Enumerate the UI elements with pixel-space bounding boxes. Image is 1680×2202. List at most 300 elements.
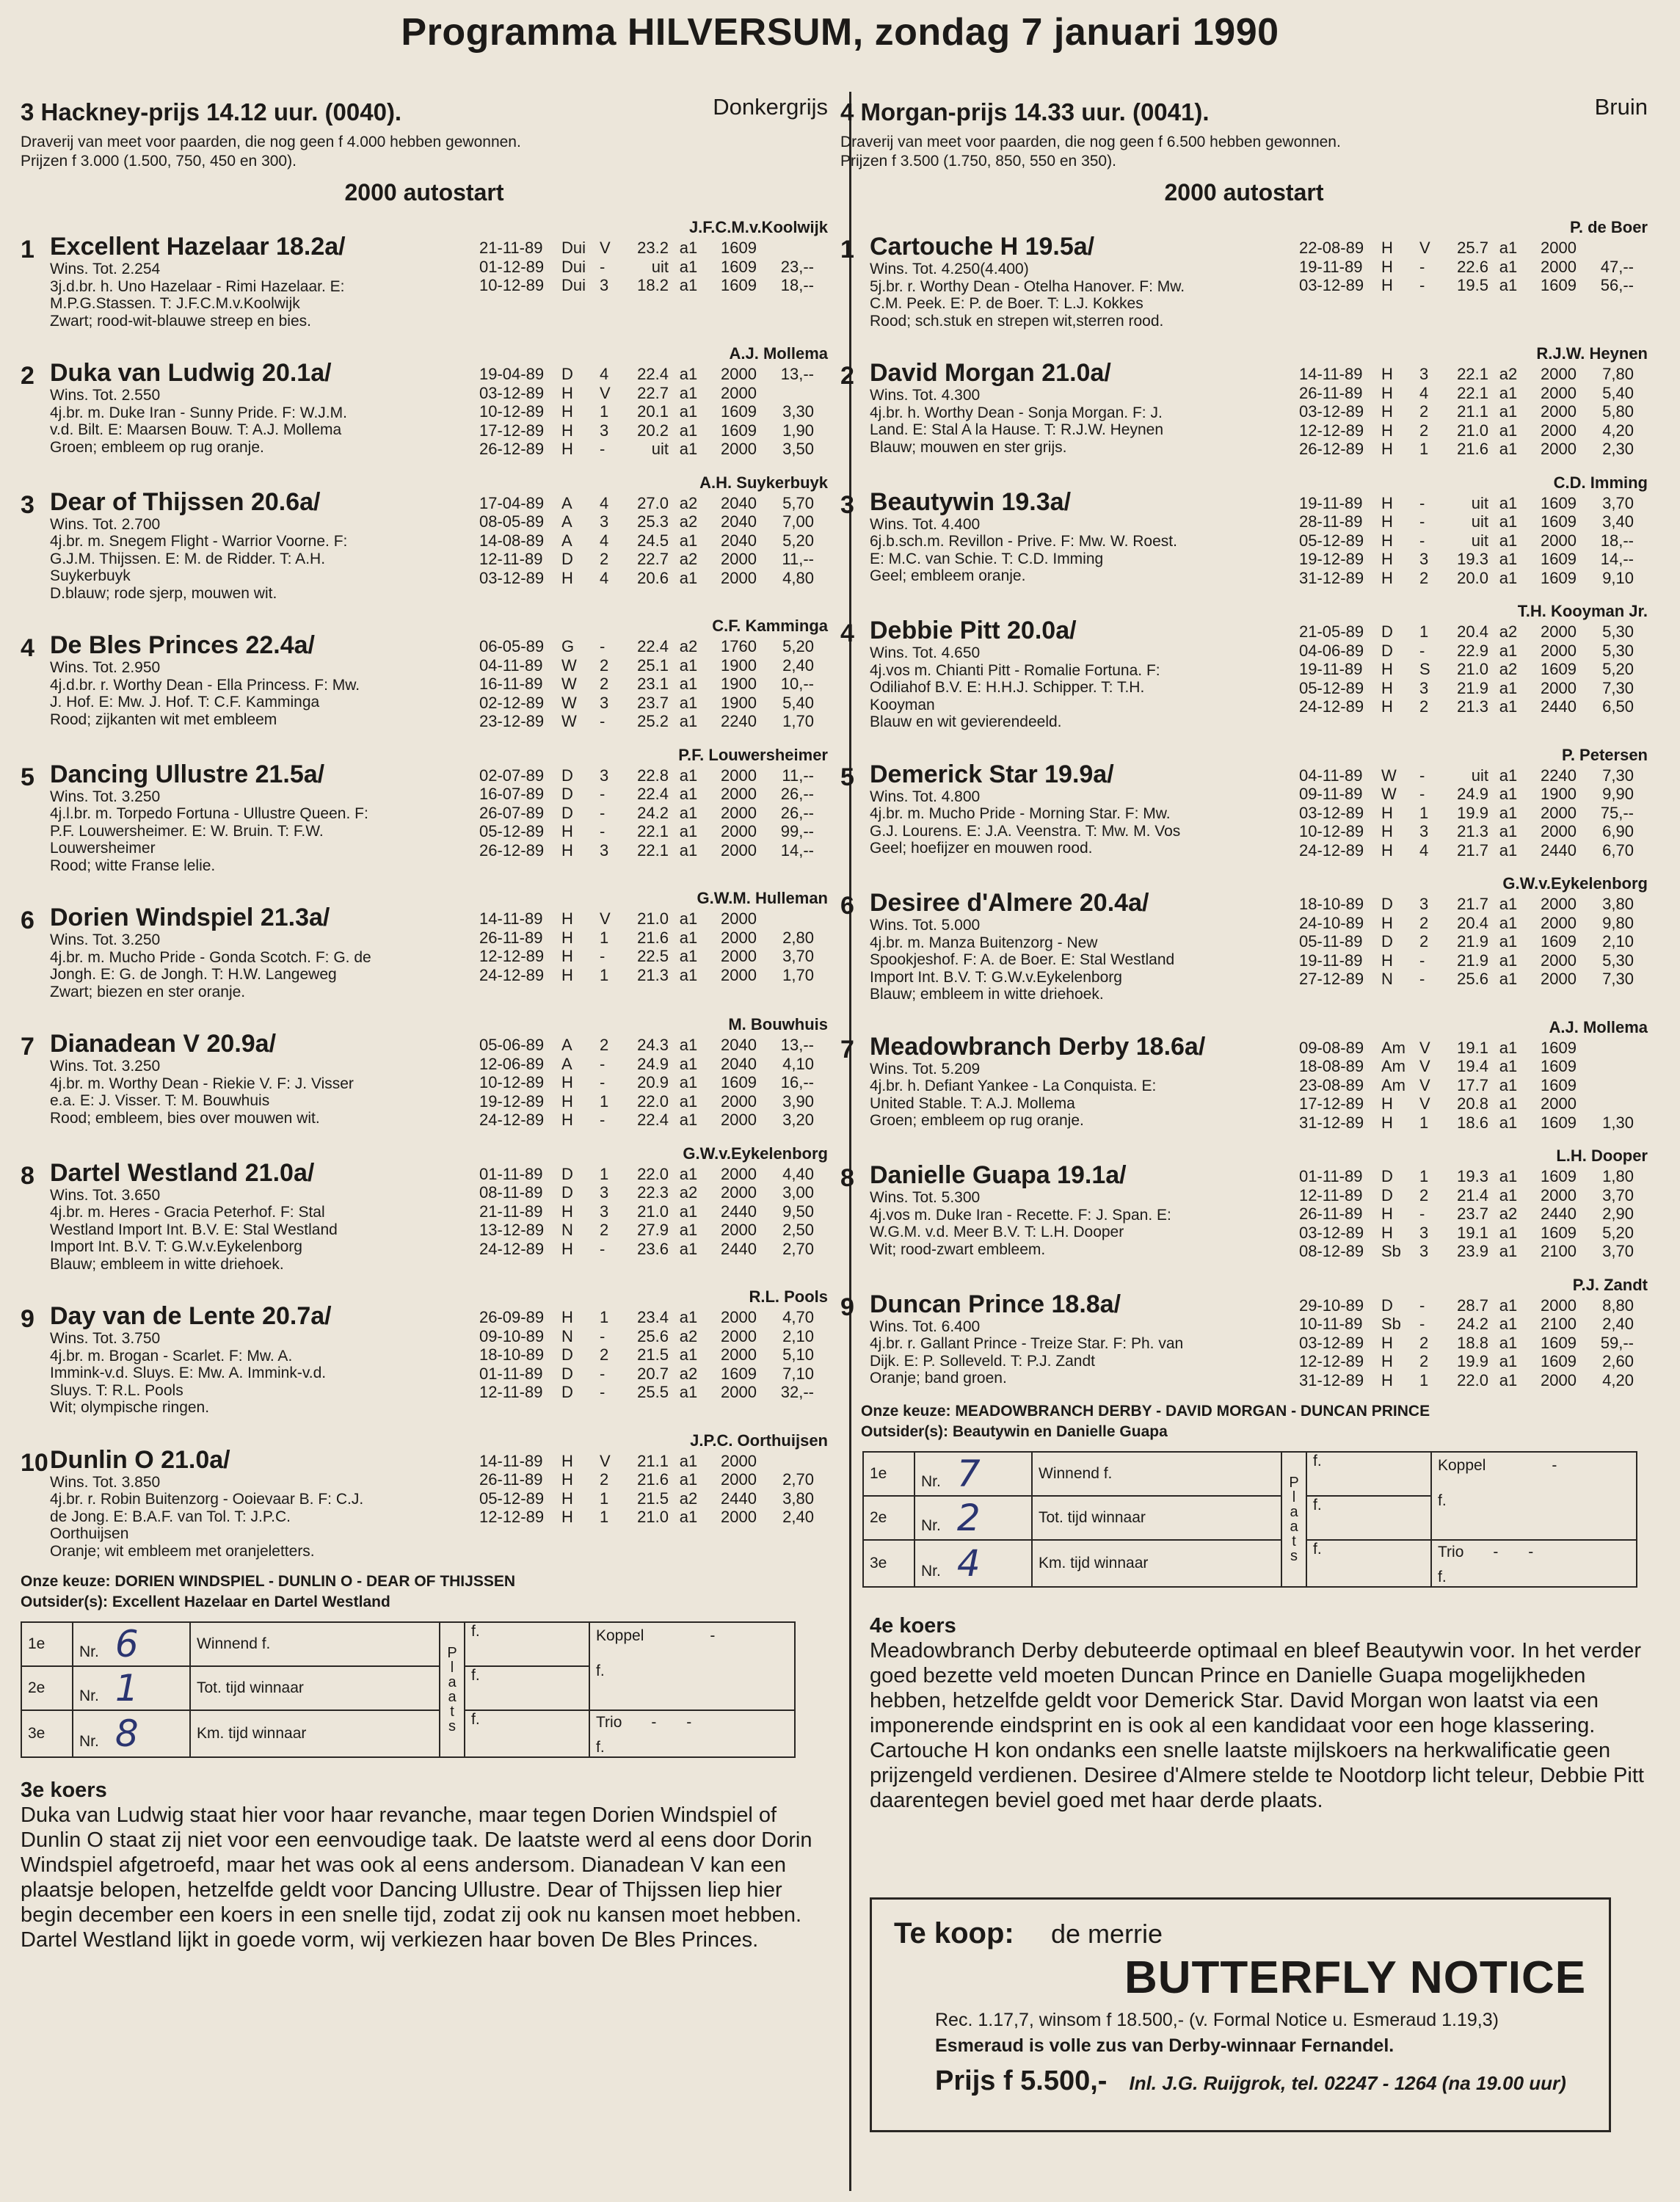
plaats-label <box>440 1622 465 1757</box>
horse-number: 2 <box>21 362 34 390</box>
perf-date: 21-05-89 <box>1299 622 1364 641</box>
race-format: 2000 autostart <box>1164 179 1324 206</box>
performance-row <box>479 929 828 948</box>
perf-time: 21.9 <box>1457 678 1488 697</box>
perf-dist: 1609 <box>1541 1113 1577 1132</box>
perf-pl: 1 <box>1419 1167 1429 1185</box>
performance-row <box>479 1092 828 1111</box>
perf-dist: 2040 <box>721 493 757 512</box>
perf-time: 22.7 <box>637 383 669 402</box>
perf-s: a1 <box>1499 678 1518 697</box>
perf-dist: 1609 <box>721 239 757 257</box>
trio-text: Trio <box>596 1714 622 1731</box>
perf-s: a1 <box>1499 1185 1518 1204</box>
results-row <box>863 1540 1637 1587</box>
trio-cell <box>589 1710 795 1757</box>
perf-prize: 1,80 <box>1602 1167 1634 1185</box>
performance-row <box>1299 1076 1648 1095</box>
horse-name: Excellent Hazelaar 18.2a/ <box>50 233 346 261</box>
perf-s: a1 <box>1499 568 1518 587</box>
performance-row <box>479 276 828 295</box>
performance-row <box>479 365 828 384</box>
perf-prize: 1,30 <box>1602 1113 1634 1132</box>
horse-detail-line: Geel; hoefijzer en mouwen rood. <box>870 840 1093 857</box>
horse-info <box>870 744 1299 860</box>
horse-number: 6 <box>21 906 34 934</box>
perf-dist: 1900 <box>721 693 757 712</box>
performance-row <box>479 1308 828 1327</box>
horse-number: 3 <box>21 490 34 519</box>
perf-prize: 3,40 <box>1602 512 1634 531</box>
perf-dist: 2000 <box>721 383 757 402</box>
horse-name: Danielle Guapa 19.1a/ <box>870 1161 1127 1189</box>
perf-dist: 2000 <box>1541 383 1577 402</box>
perf-pl: 2 <box>1419 402 1429 421</box>
perf-s: a1 <box>1499 1094 1518 1113</box>
perf-time: 20.0 <box>1457 568 1488 587</box>
horse-detail-line: United Stable. T: A.J. Mollema <box>870 1094 1075 1112</box>
horse-list <box>21 217 828 1560</box>
perf-pl: 2 <box>1419 1333 1429 1352</box>
horse-entry-body <box>840 343 1648 459</box>
horse-detail-line: Wins. Tot. 4.250(4.400) <box>870 261 1029 277</box>
perf-track: D <box>561 365 573 383</box>
perf-date: 14-11-89 <box>1299 365 1363 383</box>
perf-time: 22.8 <box>637 766 669 785</box>
horse-detail-line: 4j.vos m. Chianti Pitt - Romalie Fortuna. F: <box>870 661 1160 679</box>
horse-detail-line: Blauw en wit gevierendeeld. <box>870 713 1062 730</box>
horse-number: 9 <box>21 1305 34 1333</box>
perf-time: 19.1 <box>1457 1223 1488 1242</box>
perf-s: a1 <box>679 1451 698 1470</box>
performance-row <box>1299 1186 1648 1205</box>
perf-s: a1 <box>679 402 698 421</box>
perf-time: 25.7 <box>1457 239 1488 257</box>
perf-s: a1 <box>679 239 698 257</box>
perf-prize: 2,40 <box>782 1508 814 1526</box>
perf-prize: 5,40 <box>782 693 814 712</box>
perf-date: 28-11-89 <box>1299 512 1363 531</box>
perf-dist: 1609 <box>721 421 757 440</box>
perf-date: 05-11-89 <box>1299 932 1363 951</box>
koppel-cell <box>1431 1452 1637 1540</box>
perf-s: a1 <box>679 1073 698 1091</box>
performance-row <box>1299 1371 1648 1390</box>
horse-entry-body <box>21 217 828 330</box>
perf-track: Am <box>1381 1057 1406 1075</box>
horse-detail-line: Rood; zijkanten wit met embleem <box>50 711 277 728</box>
horse-detail-line: Wins. Tot. 4.650 <box>870 644 981 661</box>
perf-time: 22.1 <box>1457 365 1488 383</box>
perf-track: H <box>1381 550 1393 568</box>
result-position: 3e <box>863 1540 914 1587</box>
perf-time: 20.7 <box>637 1364 669 1383</box>
horse-entry-body <box>21 744 828 875</box>
handwritten-number: 1 <box>114 1667 139 1709</box>
perf-date: 04-11-89 <box>1299 766 1363 785</box>
perf-pl: V <box>1419 1038 1430 1057</box>
perf-prize: 1,70 <box>782 712 814 730</box>
perf-date: 09-11-89 <box>1299 785 1363 803</box>
perf-pl: - <box>1419 1204 1425 1223</box>
perf-track: W <box>561 675 577 693</box>
perf-s: a1 <box>1499 1315 1518 1333</box>
perf-pl: 1 <box>1419 1370 1429 1389</box>
perf-track: H <box>561 965 573 984</box>
perf-time: uit <box>651 440 669 458</box>
performance-row <box>1299 660 1648 679</box>
perf-pl: - <box>600 712 606 730</box>
perf-prize: 11,-- <box>782 766 814 785</box>
perf-pl: 2 <box>600 1345 609 1364</box>
perf-date: 19-11-89 <box>1299 951 1363 970</box>
page-title: Programma HILVERSUM, zondag 7 januari 1990 <box>401 11 1279 54</box>
perf-date: 10-12-89 <box>479 402 545 421</box>
perf-track: H <box>1381 383 1393 402</box>
perf-date: 17-12-89 <box>1299 1094 1364 1113</box>
horse-detail-line: Wins. Tot. 2.550 <box>50 387 161 404</box>
perf-track: D <box>561 766 573 785</box>
race-4-column <box>840 94 1648 1813</box>
perf-dist: 2000 <box>721 1326 757 1345</box>
horse-info <box>50 217 479 330</box>
for-sale-advertisement <box>870 1897 1611 2132</box>
performance-row <box>1299 1204 1648 1224</box>
result-amount: f. <box>465 1666 589 1710</box>
perf-pl: - <box>1419 785 1425 803</box>
perf-s: a2 <box>679 637 698 655</box>
perf-s: a1 <box>679 276 698 294</box>
horse-number: 7 <box>21 1033 34 1061</box>
perf-time: 21.0 <box>637 909 669 928</box>
handwritten-number: 8 <box>114 1712 139 1755</box>
perf-s: a1 <box>1499 440 1518 458</box>
perf-track: Am <box>1381 1075 1406 1094</box>
results-table-holder <box>21 1621 828 1758</box>
perf-time: uit <box>1471 531 1488 550</box>
perf-pl: 3 <box>600 1202 609 1221</box>
perf-time: 22.0 <box>637 1091 669 1111</box>
perf-time: 22.9 <box>1457 641 1488 660</box>
performance-row <box>479 1111 828 1130</box>
perf-track: H <box>561 1073 573 1091</box>
koppel-label <box>596 1627 788 1645</box>
horse-detail-line: Import Int. B.V. T: G.W.v.Eykelenborg <box>870 968 1122 986</box>
perf-s: a1 <box>1499 1223 1518 1242</box>
result-number-cell <box>73 1622 190 1666</box>
performance-row <box>479 1202 828 1221</box>
perf-time: 20.6 <box>637 568 669 587</box>
perf-date: 27-12-89 <box>1299 970 1364 988</box>
horse-entry <box>21 744 828 875</box>
performance-row <box>479 531 828 550</box>
horse-performances <box>1299 1017 1648 1133</box>
horse-performances <box>479 744 828 875</box>
horse-detail-line: Odiliahof B.V. E: H.H.J. Schipper. T: T.H. <box>870 679 1145 696</box>
perf-track: Sb <box>1381 1242 1401 1260</box>
horse-driver: P.J. Zandt <box>1572 1275 1648 1294</box>
horse-driver: P.F. Louwersheimer <box>678 745 828 764</box>
perf-pl: S <box>1419 660 1430 678</box>
performance-row <box>479 1055 828 1074</box>
perf-date: 05-12-89 <box>479 822 545 840</box>
perf-s: a2 <box>679 1364 698 1383</box>
perf-date: 12-12-89 <box>1299 421 1364 440</box>
perf-pl: V <box>1419 1094 1430 1113</box>
perf-date: 10-12-89 <box>479 276 545 294</box>
performance-row <box>479 384 828 403</box>
perf-s: a1 <box>679 1470 698 1489</box>
performance-row <box>1299 1113 1648 1133</box>
performance-row <box>479 1365 828 1384</box>
perf-time: 25.6 <box>637 1326 669 1345</box>
perf-date: 22-08-89 <box>1299 239 1364 257</box>
perf-prize: 47,-- <box>1600 257 1634 276</box>
performance-row <box>479 421 828 440</box>
perf-track: Sb <box>1381 1315 1401 1333</box>
ad-label: Te koop: <box>894 1917 1014 1950</box>
perf-prize: 1,90 <box>782 421 814 440</box>
perf-date: 24-12-89 <box>1299 697 1364 716</box>
performance-row <box>479 1327 828 1346</box>
horse-performances <box>1299 343 1648 459</box>
perf-prize: 2,10 <box>1602 932 1634 951</box>
perf-dist: 2000 <box>1541 678 1577 697</box>
perf-time: 25.5 <box>637 1383 669 1401</box>
horse-name: Debbie Pitt 20.0a/ <box>870 617 1077 644</box>
horse-name: Day van de Lente 20.7a/ <box>50 1302 332 1330</box>
results-row <box>21 1622 795 1666</box>
result-amount: f. <box>1306 1540 1431 1587</box>
perf-track: W <box>561 712 577 730</box>
perf-date: 03-12-89 <box>1299 803 1364 822</box>
perf-pl: V <box>600 909 611 928</box>
horse-entry-body <box>840 600 1648 731</box>
perf-s: a1 <box>1499 803 1518 822</box>
perf-dist: 2000 <box>721 1383 757 1401</box>
performance-row <box>1299 697 1648 716</box>
horse-driver: A.H. Suykerbuyk <box>699 473 828 492</box>
perf-date: 03-12-89 <box>1299 402 1364 421</box>
perf-date: 04-11-89 <box>479 655 543 675</box>
perf-s: a1 <box>1499 239 1518 257</box>
horse-driver: P. de Boer <box>1570 218 1648 236</box>
perf-date: 18-10-89 <box>1299 895 1364 913</box>
perf-prize: 6,50 <box>1602 697 1634 716</box>
perf-prize: 2,30 <box>1602 440 1634 458</box>
horse-info <box>50 472 479 603</box>
horse-performances <box>479 343 828 459</box>
horse-detail-line: Wins. Tot. 3.850 <box>50 1473 161 1491</box>
perf-dist: 2000 <box>721 965 757 984</box>
commentary-text: Meadowbranch Derby debuteerde optimaal en bleef Beautywin voor. In het verder goed bezette veld moeten Duncan Prince en Danielle Guapa mogelijkheden hebben, hetzelfde geldt voor Demerick Star. David Morgan won laatst via een imponerende eindsprint en is ook al een kandidaat voor een hoge klassering. Cartouche H kon ondanks een snelle laatste mijlskoers na herkwalificatie geen prijzengeld verdienen. Desiree d'Almere stelde te Nootdorp licht teleur, Debbie Pitt daarentegen beviel goed met haar derde plaats. <box>870 1639 1644 1812</box>
perf-dist: 2000 <box>1541 803 1577 822</box>
horse-detail-line: Blauw; embleem in witte driehoek. <box>50 1255 284 1273</box>
perf-prize: 2,40 <box>1602 1315 1634 1333</box>
perf-track: H <box>1381 440 1393 458</box>
perf-track: D <box>1381 1167 1393 1185</box>
result-position: 1e <box>21 1622 73 1666</box>
horse-detail-line: Land. E: Stal A la Hause. T: R.J.W. Heynen <box>870 421 1163 438</box>
perf-prize <box>1577 1094 1634 1113</box>
performance-row <box>1299 1057 1648 1076</box>
perf-track: H <box>1381 276 1393 294</box>
horse-entry-body <box>840 1274 1648 1390</box>
perf-prize: 26,-- <box>780 785 814 803</box>
horse-entry <box>21 1286 828 1417</box>
perf-track: H <box>1381 803 1393 822</box>
perf-track: H <box>561 840 573 860</box>
performance-row <box>1299 569 1648 588</box>
perf-time: 21.3 <box>1457 822 1488 840</box>
performance-row <box>479 637 828 656</box>
perf-track: D <box>1381 932 1393 951</box>
perf-dist: 2000 <box>1541 440 1577 458</box>
performance-row <box>479 1165 828 1184</box>
horse-name: Dear of Thijssen 20.6a/ <box>50 487 321 516</box>
result-amount: f. <box>1306 1452 1431 1496</box>
perf-date: 24-12-89 <box>479 1239 545 1258</box>
result-number-cell <box>914 1452 1032 1496</box>
result-description: Tot. tijd winnaar <box>1032 1496 1281 1540</box>
horse-detail-line: 4j.br. m. Mucho Pride - Gonda Scotch. F: G. de <box>50 948 371 966</box>
horse-info <box>50 1014 479 1130</box>
perf-track: D <box>561 785 573 803</box>
perf-track: H <box>1381 568 1393 587</box>
performance-row <box>1299 1296 1648 1315</box>
performance-row <box>1299 512 1648 531</box>
ad-record-line: Rec. 1.17,7, winsom f 18.500,- (v. Formal Notice u. Esmeraud 1.19,3) <box>935 2010 1499 2030</box>
performance-row <box>479 239 828 258</box>
koppel-cell <box>589 1622 795 1710</box>
horse-info <box>870 1274 1299 1390</box>
handwritten-number: 7 <box>956 1453 981 1495</box>
perf-date: 24-12-89 <box>479 965 545 984</box>
perf-date: 26-11-89 <box>479 1470 543 1489</box>
horse-detail-line: Kooyman <box>870 696 935 713</box>
perf-track: Dui <box>561 276 586 294</box>
perf-pl: 2 <box>1419 913 1429 932</box>
perf-dist: 2440 <box>721 1202 757 1221</box>
performance-row <box>1299 384 1648 403</box>
perf-dist: 2000 <box>1541 1185 1577 1204</box>
perf-date: 06-05-89 <box>479 637 545 655</box>
perf-pl: 3 <box>1419 550 1429 568</box>
horse-number: 5 <box>840 763 854 791</box>
perf-time: 18.8 <box>1457 1333 1488 1352</box>
performance-row <box>479 1221 828 1240</box>
perf-pl: 2 <box>600 655 609 675</box>
perf-track: H <box>561 1451 573 1470</box>
perf-prize: 2,80 <box>782 928 814 947</box>
horse-detail-line: Wins. Tot. 5.300 <box>870 1189 981 1206</box>
horse-driver: G.W.M. Hulleman <box>697 889 828 907</box>
horse-driver: G.W.v.Eykelenborg <box>1502 874 1648 893</box>
horse-number: 4 <box>21 634 34 662</box>
horse-detail-line: Suykerbuyk <box>50 567 131 584</box>
perf-s: a1 <box>679 421 698 440</box>
perf-pl: 1 <box>600 965 609 984</box>
perf-prize <box>1577 239 1634 258</box>
perf-date: 26-11-89 <box>479 928 543 947</box>
perf-pl: V <box>1419 1075 1430 1094</box>
horse-detail-line: Wins. Tot. 5.209 <box>870 1060 981 1078</box>
performance-row <box>1299 1094 1648 1113</box>
horse-entry <box>840 472 1648 588</box>
horse-detail-line: Groen; embleem op rug oranje. <box>870 1112 1084 1129</box>
perf-s: a2 <box>1499 660 1518 678</box>
ad-price: Prijs f 5.500,- <box>935 2065 1108 2096</box>
perf-time: 20.2 <box>637 421 669 440</box>
perf-s: a1 <box>679 712 698 730</box>
perf-time: 19.9 <box>1457 803 1488 822</box>
perf-date: 12-06-89 <box>479 1054 545 1073</box>
perf-pl: - <box>1419 257 1425 276</box>
perf-dist: 1609 <box>1541 1038 1577 1057</box>
perf-dist: 2100 <box>1541 1315 1577 1333</box>
horse-detail-line: Blauw; mouwen en ster grijs. <box>870 438 1067 456</box>
perf-pl: 1 <box>1419 622 1429 641</box>
koppel-label <box>1438 1457 1630 1475</box>
performance-row <box>1299 276 1648 295</box>
perf-prize: 3,00 <box>782 1183 814 1202</box>
perf-dist: 2240 <box>721 712 757 730</box>
horse-name: Desiree d'Almere 20.4a/ <box>870 889 1149 917</box>
perf-time: 24.5 <box>637 531 669 550</box>
horse-detail-line: Wins. Tot. 4.300 <box>870 387 981 404</box>
performance-row <box>479 1036 828 1055</box>
perf-pl: - <box>600 1054 606 1073</box>
perf-dist: 2000 <box>721 1345 757 1364</box>
perf-time: 22.4 <box>637 785 669 803</box>
perf-s: a1 <box>679 1164 698 1183</box>
horse-entry <box>21 615 828 731</box>
result-number-cell <box>73 1710 190 1757</box>
performance-row <box>1299 914 1648 933</box>
horse-entry <box>21 343 828 459</box>
perf-time: 21.3 <box>1457 697 1488 716</box>
perf-date: 02-12-89 <box>479 693 545 712</box>
perf-s: a2 <box>679 1326 698 1345</box>
result-number-label: Nr. <box>921 1517 941 1534</box>
perf-prize: 13,-- <box>780 365 814 383</box>
perf-s: a1 <box>679 909 698 928</box>
perf-date: 02-07-89 <box>479 766 545 785</box>
performance-row <box>1299 258 1648 277</box>
perf-prize: 13,-- <box>780 1036 814 1054</box>
performance-row <box>1299 642 1648 661</box>
result-number-label: Nr. <box>79 1643 99 1660</box>
horse-entry-body <box>840 1145 1648 1261</box>
perf-pl: 1 <box>1419 1113 1429 1132</box>
perf-prize: 3,30 <box>782 402 814 421</box>
horse-detail-line: G.J.M. Thijssen. E: M. de Ridder. T: A.H. <box>50 550 326 567</box>
perf-dist: 2440 <box>1541 697 1577 716</box>
perf-time: 21.0 <box>1457 660 1488 678</box>
perf-track: H <box>1381 1223 1393 1242</box>
perf-track: H <box>561 1308 573 1326</box>
race-conditions: Draverij van meet voor paarden, die nog geen f 6.500 hebben gewonnen. <box>840 134 1341 150</box>
result-number-cell <box>914 1540 1032 1587</box>
perf-prize: 5,30 <box>1602 641 1634 660</box>
horse-entry-body <box>840 873 1648 1003</box>
horse-name: Demerick Star 19.9a/ <box>870 760 1114 788</box>
horse-info <box>50 1143 479 1273</box>
perf-prize: 3,20 <box>782 1111 814 1129</box>
horse-performances <box>479 472 828 603</box>
perf-prize: 16,-- <box>780 1073 814 1091</box>
perf-time: 18.2 <box>637 276 669 294</box>
